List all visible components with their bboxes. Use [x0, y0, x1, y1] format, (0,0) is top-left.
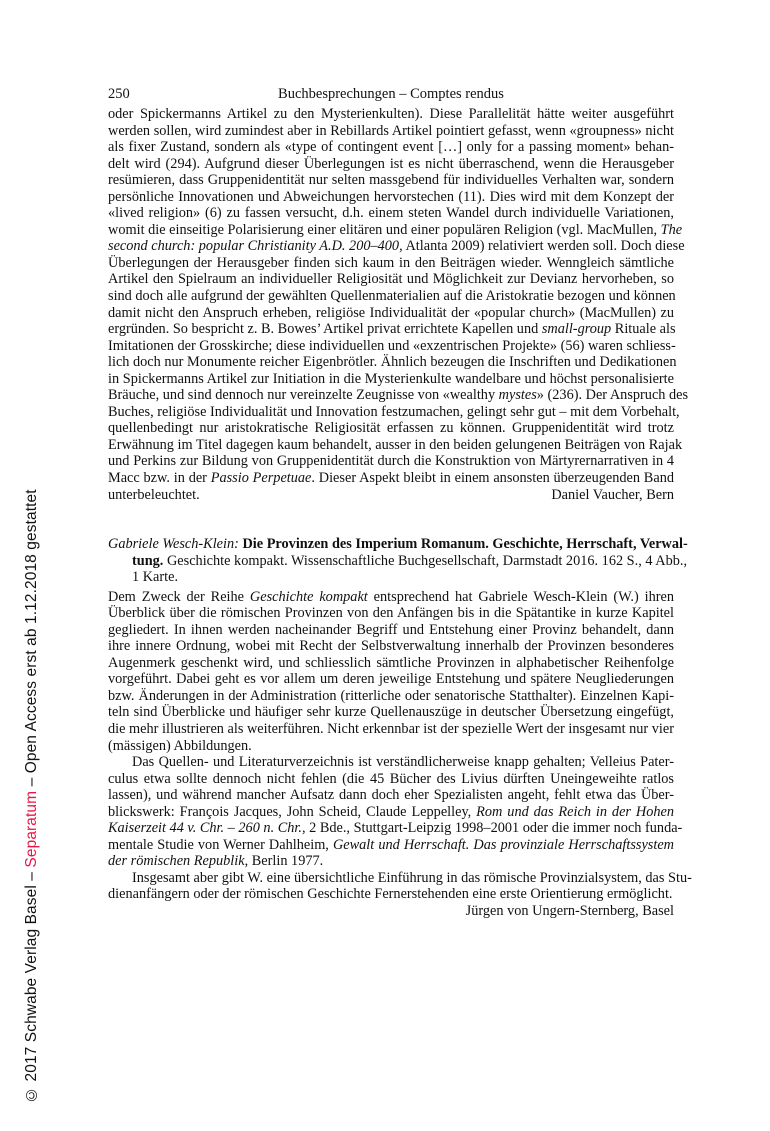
text-line — [108, 305, 674, 322]
text-line — [108, 638, 674, 655]
text-line — [108, 837, 674, 854]
bold-title: tung. — [132, 552, 164, 569]
text-line — [108, 622, 674, 639]
text-segment: lassen), und während mancher Aufsatz dann doch eher Spezialisten angeht, fehlt etwa das Über- — [108, 787, 674, 804]
text-segment: die mehr illustrieren als weiterführen. Nicht erkennbar ist der spezielle Wert der insgesamt nur vier — [108, 721, 674, 738]
text-segment: werden sollen, wird zumindest aber in Rebillards Artikel pointiert gefasst, wenn «groupness» nicht — [108, 122, 674, 139]
text-line — [108, 172, 674, 189]
text-line — [108, 338, 674, 355]
reviewer-signature: Daniel Vaucher, Bern — [551, 486, 674, 503]
italic-text: Gewalt und Herrschaft. Das provinziale Herrschaftssystem — [332, 836, 674, 853]
text-line — [108, 288, 674, 305]
text-segment: blickswerk: François Jacques, John Scheid, Claude Leppelley, — [108, 803, 477, 820]
text-line — [108, 420, 674, 437]
text-line — [108, 255, 674, 272]
text-line — [108, 688, 674, 705]
text-segment: ergründen. So bespricht z. B. Bowes’ Artikel privat errichtete Kapellen und — [108, 321, 542, 338]
text-segment: , Atlanta 2009) relativiert werden soll. Doch diese — [399, 238, 685, 255]
text-line — [108, 387, 689, 404]
review-2 — [108, 536, 692, 920]
text-segment: damit nicht den Anspruch erheben, religiöse Individualität der «popular church» (MacMullen) zu — [108, 304, 674, 321]
text-line — [108, 853, 674, 870]
italic-text: der römischen Republik — [108, 853, 245, 870]
text-line — [108, 671, 674, 688]
text-segment: Augenmerk geschenkt wird, und schliesslich sämtliche Provinzen in alphabetischer Reihenfolge — [108, 654, 674, 671]
italic-text: Gabriele Wesch-Klein: — [108, 536, 239, 552]
text-segment: und Perkins zur Bildung von Gruppenidentität durch die Konstruktion von Märtyrernarrativen in 4 — [108, 453, 674, 470]
text-segment: Buches, religiöse Individualität und Innovation festzumachen, gelingt sehr gut – mit dem Vorbehalt, — [108, 403, 680, 420]
text-line — [108, 787, 674, 804]
text-segment: vorgeführt. Dabei geht es vor allem um deren jeweilige Entstehung und spätere Neugliederungen — [108, 671, 674, 688]
text-segment: «lived religion» (6) zu fassen versucht, d.h. einem steten Wandel durch individuelle Variationen, — [108, 205, 674, 222]
italic-text: Geschichte kompakt — [249, 588, 368, 605]
text-line — [108, 820, 683, 837]
text-segment: Das Quellen- und Literaturverzeichnis ist verständlicherweise knapp gehalten; Velleius Pater- — [132, 754, 674, 771]
text-line — [108, 106, 674, 123]
text-segment: oder Spickermanns Artikel zu den Mysterienkulten). Diese Parallelität hätte weiter ausgeführt — [108, 106, 674, 122]
text-segment: , Berlin 1977. — [244, 853, 324, 870]
review-1 — [108, 106, 689, 503]
text-segment: » (236). Der Anspruch des — [536, 387, 689, 404]
text-line — [108, 156, 674, 173]
copyright-text: © 2017 Schwabe Verlag Basel – — [23, 867, 40, 1103]
text-segment: Dem Zweck der Reihe — [108, 588, 250, 605]
copyright-notice — [23, 489, 41, 1103]
text-segment: , 2 Bde., Stuttgart-Leipzig 1998–2001 oder die immer noch funda- — [301, 820, 683, 837]
text-segment: entsprechend hat Gabriele Wesch-Klein (W.) ihren — [367, 588, 674, 605]
text-segment: Macc bzw. in der — [108, 470, 211, 487]
text-line — [108, 869, 692, 887]
text-line — [108, 189, 674, 206]
text-line — [108, 123, 674, 140]
text-segment: gegliedert. In ihnen werden nacheinander Begriff und Entstehung einer Provinz behandelt, dann — [108, 621, 674, 638]
text-segment: in Spickermanns Artikel zur Initiation in die Mysterienkulte wandelbare und höchst personalisierte — [108, 370, 674, 387]
text-line — [108, 704, 674, 721]
text-line — [108, 354, 677, 371]
text-segment: lich doch nur Monumente reicher Eigenbrötler. Ähnlich bezeugen die Inschriften und Dedikationen — [108, 354, 677, 371]
text-line — [108, 453, 674, 470]
text-line — [108, 221, 683, 239]
text-line — [108, 804, 674, 821]
text-segment: Rituale als — [611, 321, 676, 338]
text-segment: Bräuche, und sind dennoch nur vereinzelte Zeugnisse von «wealthy — [108, 387, 499, 404]
text-line — [108, 738, 674, 755]
running-head — [108, 86, 674, 104]
text-line — [108, 589, 674, 606]
italic-text: Kaiserzeit 44 v. Chr. – 260 n. Chr. — [108, 820, 302, 837]
text-segment: culus etwa sollte dennoch nicht fehlen (die 45 Bücher des Livius dürften Uneingeweihte ratlos — [108, 770, 674, 787]
text-segment: delt wird (294). Aufgrund dieser Überlegungen ist es nicht überraschend, wenn die Herausgeber — [108, 155, 674, 172]
text-line — [108, 271, 674, 288]
italic-text: mystes — [498, 387, 537, 404]
text-line — [108, 771, 674, 788]
text-segment: quellenbedingt nur aristokratische Religiosität erfassen zu können. Gruppenidentität wird trotz — [108, 420, 674, 437]
text-segment: unterbeleuchtet. — [108, 486, 200, 503]
reviewer-signature: Jürgen von Ungern-Sternberg, Basel — [465, 903, 674, 920]
text-line — [108, 403, 680, 421]
text-segment: teln sind Überblicke und häufiger sehr kurze Quellenauszüge in deutscher Übersetzung eingefügt, — [108, 704, 674, 721]
italic-text: Passio Perpetuae — [210, 470, 312, 487]
text-line — [108, 886, 674, 903]
running-title: Buchbesprechungen – Comptes rendus — [278, 86, 504, 102]
text-line — [108, 436, 683, 454]
bold-title: Die Provinzen des Imperium Romanum. Geschichte, Herrschaft, Verwal- — [242, 536, 688, 552]
text-segment: Imitationen der Grosskirche; diese individuellen und «exzentrischen Projekte» (56) waren schliess- — [108, 337, 676, 354]
text-segment: . Dieser Aspekt bleibt in einem ansonsten überzeugenden Band — [311, 470, 674, 487]
text-line — [108, 754, 674, 771]
italic-text: The — [660, 221, 683, 238]
italic-text: Rom und das Reich in der Hohen — [476, 803, 675, 820]
text-segment: persönliche Innovationen und Abweichungen hervorstechen (11). Dies wird mit dem Konzept der — [108, 188, 674, 205]
text-segment: Erwähnung im Titel dagegen kaum behandelt, ausser in den beiden gelungenen Beiträgen von Rajak — [108, 436, 683, 453]
text-line — [108, 238, 685, 255]
text-segment: Geschichte kompakt. Wissenschaftliche Buchgesellschaft, Darmstadt 2016. 162 S., 4 Abb., — [163, 552, 688, 569]
text-line — [108, 470, 674, 487]
text-segment: (mässigen) Abbildungen. — [108, 737, 252, 754]
text-line — [108, 371, 674, 388]
text-line — [108, 655, 674, 672]
text-segment: resümieren, dass Gruppenidentität nur selten massgebend für individuelles Verhalten war, sondern — [108, 172, 674, 189]
text-line — [108, 487, 674, 504]
text-segment: als fixer Zustand, sondern als «type of contingent event […] only for a passing moment» behan- — [108, 139, 674, 156]
text-segment: bzw. Änderungen in der Administration (ritterliche oder senatorische Statthalter). Einzelnen Kapi- — [108, 687, 674, 704]
text-segment: 1 Karte. — [132, 569, 179, 586]
text-segment: womit die einseitige Polarisierung einer elitären und einer populären Religion (vgl. MacMullen, — [108, 221, 661, 238]
text-segment: Überlegungen der Herausgeber finden sich kaum in den Beiträgen wieder. Wenngleich sämtliche — [108, 254, 674, 271]
italic-text: small-group — [541, 321, 612, 338]
italic-text: second church: popular Christianity A.D. 200–400 — [108, 238, 400, 255]
text-segment: mentale Studie von Werner Dahlheim, — [108, 836, 333, 853]
text-line — [108, 721, 674, 738]
text-segment: Artikel den Spielraum an individueller Religiosität und Möglichkeit zur Devianz hervorheben, so — [108, 271, 674, 288]
book-citation-line — [108, 552, 688, 570]
text-segment: ihre innere Ordnung, wobei mit Recht der Selbstverwaltung innerhalb der Provinzen besonderes — [108, 638, 674, 655]
book-citation-line — [108, 569, 674, 586]
open-access-text: – Open Access erst ab 1.12.2018 gestattet — [23, 489, 40, 791]
text-segment: Überblick über die römischen Provinzen von den Anfängen bis in die Spätantike in kurze Kapitel — [108, 605, 674, 622]
text-line — [108, 205, 674, 222]
text-line — [108, 605, 674, 622]
text-segment: dienanfängern oder der römischen Geschichte Fernerstehenden eine erste Orientierung ermöglicht. — [108, 886, 673, 903]
text-segment: sind doch alle aufgrund der gewählten Quellenmaterialien auf die Aristokratie bezogen und können — [108, 288, 676, 305]
text-line — [108, 321, 674, 338]
text-line — [108, 139, 674, 156]
book-citation-line — [108, 536, 688, 553]
text-segment: Insgesamt aber gibt W. eine übersichtliche Einführung in das römische Provinzialsystem, das Stu- — [132, 869, 692, 886]
page-number: 250 — [108, 86, 130, 102]
separatum-label: Separatum — [23, 790, 40, 868]
